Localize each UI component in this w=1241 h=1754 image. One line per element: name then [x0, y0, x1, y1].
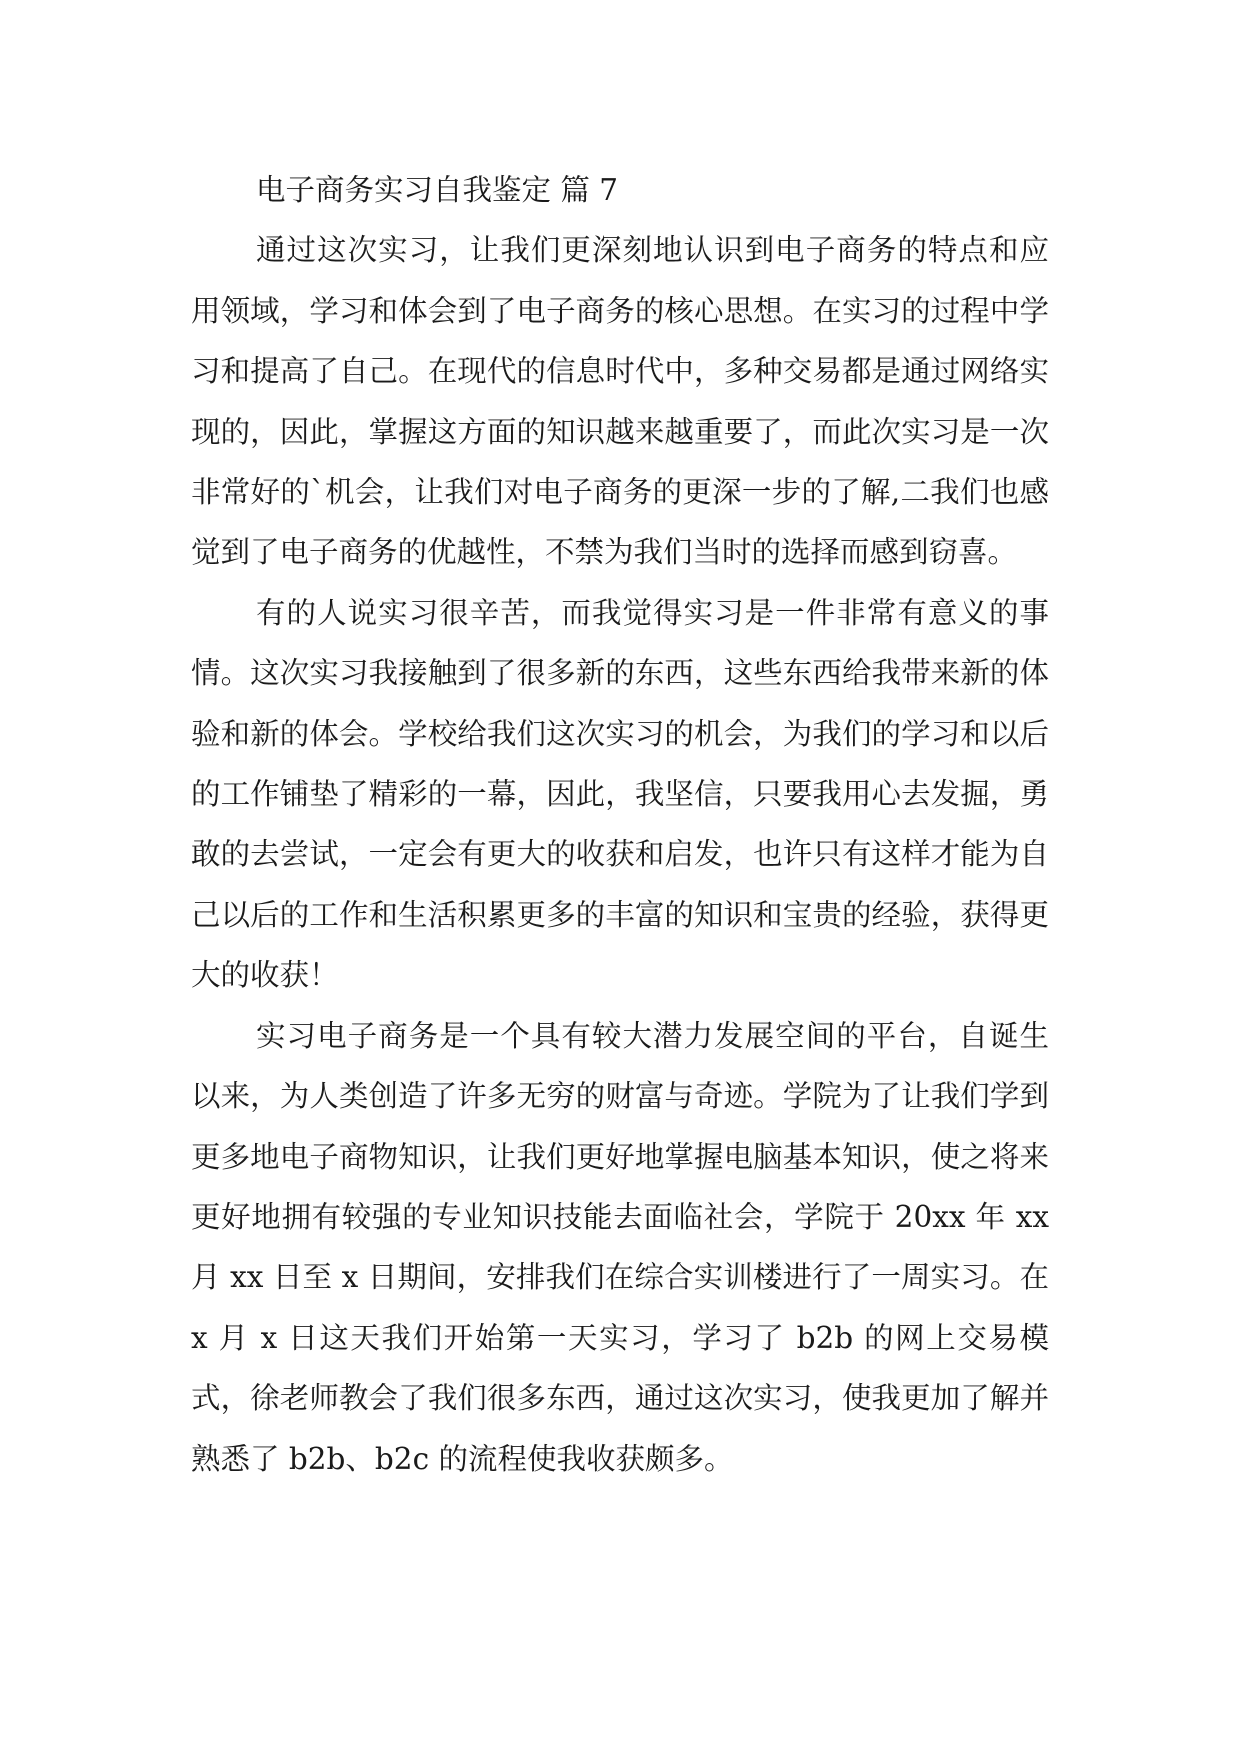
document-title: 电子商务实习自我鉴定 篇 7 [256, 173, 619, 207]
paragraph-1: 通过这次实习，让我们更深刻地认识到电子商务的特点和应用领域，学习和体会到了电子商务的核心思想。在实习的过程中学习和提高了自己。在现代的信息时代中，多种交易都是通过网络实现的，因此，掌握这方面的知识越来越重要了，而此次实习是一次非常好的`机会，让我们对电子商务的更深一步的了解,二我们也感觉到了电子商务的优越性，不禁为我们当时的选择而感到窃喜。 [191, 233, 1049, 570]
document-body [191, 160, 1049, 1489]
paragraph-3: 实习电子商务是一个具有较大潜力发展空间的平台，自诞生以来，为人类创造了许多无穷的财富与奇迹。学院为了让我们学到更多地电子商物知识，让我们更好地掌握电脑基本知识，使之将来更好地拥有较强的专业知识技能去面临社会，学院于 20xx 年 xx 月 xx 日至 x 日期间，安排我们在综合实训楼进行了一周实习。在 x 月 x 日这天我们开始第一天实习，学习了 b2b 的网上交易模式，徐老师教会了我们很多东西，通过这次实习，使我更加了解并熟悉了 b2b、b2c 的流程使我收获颇多。 [191, 1018, 1049, 1476]
paragraph-2: 有的人说实习很辛苦，而我觉得实习是一件非常有意义的事情。这次实习我接触到了很多新的东西，这些东西给我带来新的体验和新的体会。学校给我们这次实习的机会，为我们的学习和以后的工作铺垫了精彩的一幕，因此，我坚信，只要我用心去发掘，勇敢的去尝试，一定会有更大的收获和启发，也许只有这样才能为自己以后的工作和生活积累更多的丰富的知识和宝贵的经验，获得更大的收获！ [191, 595, 1049, 993]
